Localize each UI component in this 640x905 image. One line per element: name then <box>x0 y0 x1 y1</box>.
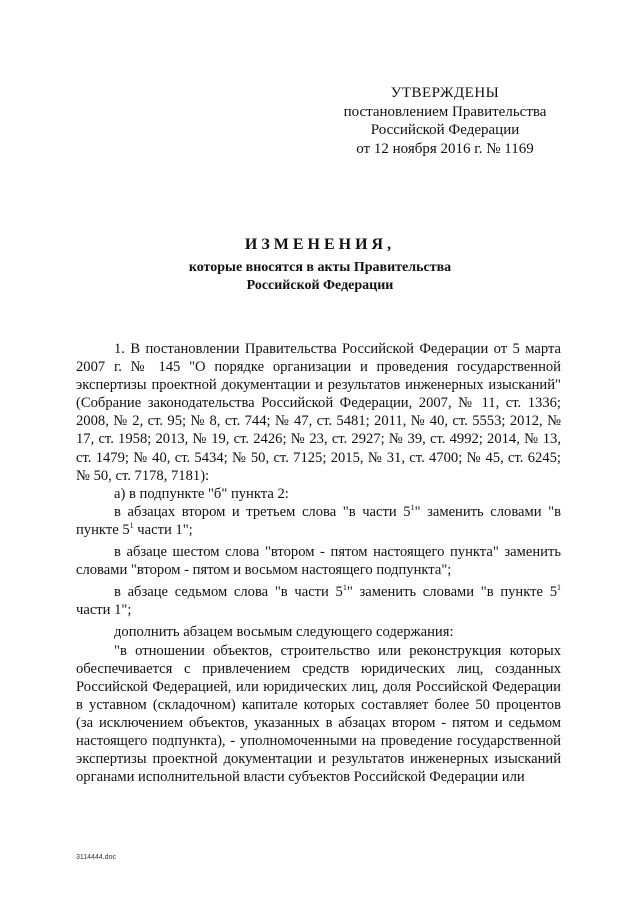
paragraph-5-part-c: части 1"; <box>76 602 132 619</box>
superscript: 1 <box>557 583 561 593</box>
superscript: 1 <box>342 583 347 593</box>
paragraph-5 <box>76 583 561 619</box>
superscript: 1 <box>129 520 134 530</box>
paragraph-6: дополнить абзацем восьмым следующего содержания: <box>114 624 454 641</box>
approval-title: УТВЕРЖДЕНЫ <box>390 85 500 101</box>
subtitle-line-2: Российской Федерации <box>246 278 394 293</box>
paragraph-5-part-a: в абзаце седьмом слова "в части 5 <box>114 584 343 601</box>
paragraph-5-part-b: " заменить словами "в пункте 5 <box>346 584 557 601</box>
subtitle-line-1: которые вносятся в акты Правительства <box>188 260 452 275</box>
paragraph-7: "в отношении объектов, строительство или реконструкция которых обеспечивается с привлечением средств юридических лиц, созданных Российской Федерацией, или юридических лиц, доля Российской Федерации в уставном (складочном) капитале которых составляет более 50 процентов (за исключением объектов, указанных в абзацах втором - пятом и седьмом настоящего подпункта), - уполномоченными на проведение государственной экспертизы проектной документации и результатов инженерных изысканий органами исполнительной власти субъектов Российской Федерации или <box>76 642 561 786</box>
paragraph-3-part-c: части 1"; <box>133 521 193 538</box>
approval-line-1: постановлением Правительства <box>343 103 547 120</box>
approval-line-2: Российской Федерации <box>370 122 520 138</box>
document-body <box>76 340 561 786</box>
document-subtitle <box>60 259 580 295</box>
superscript: 1 <box>410 502 415 512</box>
paragraph-3-part-b: " заменить словами "в пункте 5 <box>76 503 561 538</box>
paragraph-2: а) в подпункте "б" пункта 2: <box>114 485 289 502</box>
approval-stamp <box>335 84 555 158</box>
approval-line-3: от 12 ноября 2016 г. № 1169 <box>356 140 534 157</box>
paragraph-3-part-a: в абзацах втором и третьем слова "в части 5 <box>114 503 411 520</box>
document-title: ИЗМЕНЕНИЯ, <box>244 236 396 253</box>
file-name-footer: 3114444.doc <box>76 854 116 861</box>
paragraph-1: 1. В постановлении Правительства Российской Федерации от 5 марта 2007 г. № 145 "О порядке организации и проведения государственной экспертизы проектной документации и результатов инженерных изысканий" (Собрание законодательства Российской Федерации, 2007, № 11, ст. 1336; 2008, № 2, ст. 95; № 8, ст. 744; № 47, ст. 5481; 2011, № 40, ст. 5553; 2012, № 17, ст. 1958; 2013, № 19, ст. 2426; № 23, ст. 2927; № 39, ст. 4992; 2014, № 13, ст. 1479; № 40, ст. 5434; № 50, ст. 7125; 2015, № 31, ст. 4700; № 45, ст. 6245; № 50, ст. 7178, 7181): <box>76 341 561 484</box>
paragraph-3 <box>76 503 561 539</box>
paragraph-4: в абзаце шестом слова "втором - пятом настоящего пункта" заменить словами "втором - пятом и восьмом настоящего подпункта"; <box>76 544 561 579</box>
